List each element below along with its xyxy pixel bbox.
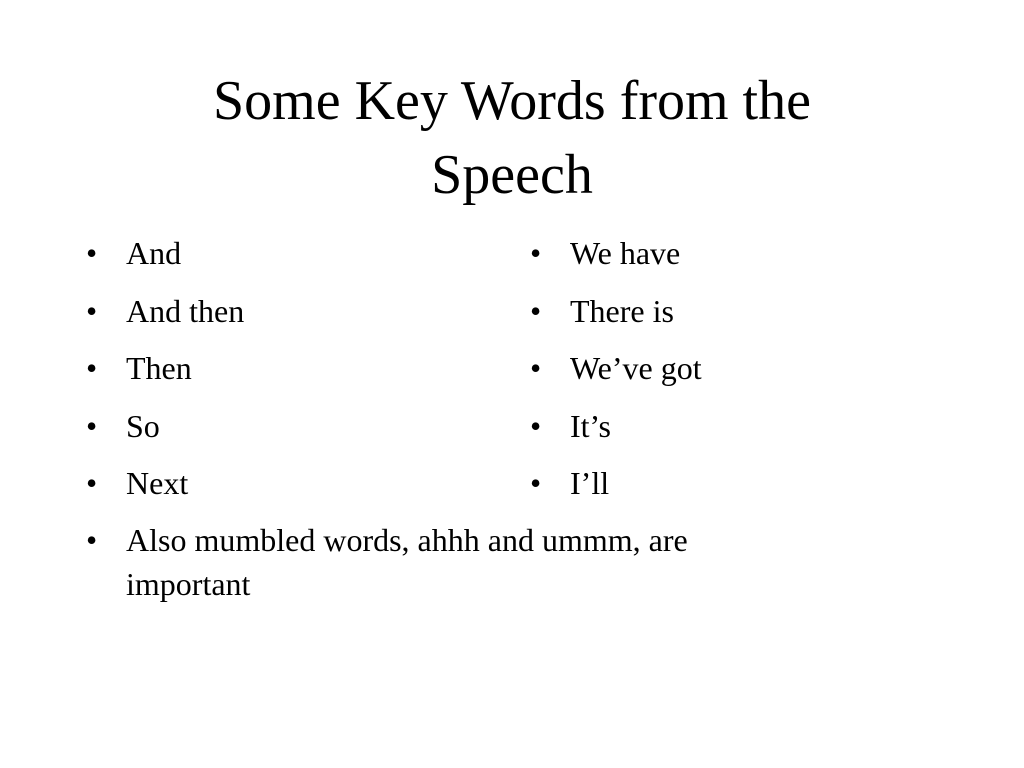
list-item: [530, 461, 950, 519]
list-item-text: Then: [126, 350, 192, 386]
bullet-icon: •: [86, 407, 98, 444]
slide-title-line-2: Speech: [431, 144, 593, 206]
list-item: [86, 346, 486, 404]
bullet-icon: •: [86, 350, 98, 386]
bullet-icon: •: [530, 407, 542, 444]
list-item-text: And: [126, 235, 182, 271]
slide-title-line-1: Some Key Words from the: [213, 70, 811, 132]
bullet-icon: •: [530, 235, 542, 271]
list-item: [86, 231, 486, 289]
list-item-text: Next: [126, 465, 189, 501]
list-item-text: So: [126, 407, 160, 444]
bullet-icon: •: [86, 235, 98, 271]
list-item-text: There is: [570, 292, 674, 329]
list-item-text: It’s: [570, 407, 611, 444]
list-item-text: And then: [126, 292, 245, 329]
bullet-icon: •: [86, 465, 98, 501]
left-bullet-list: [86, 231, 486, 519]
bullet-icon: •: [86, 522, 98, 558]
list-item-text: I’ll: [570, 465, 610, 501]
list-item: [530, 231, 950, 289]
list-item-text: We’ve got: [570, 350, 702, 386]
list-item: [86, 404, 486, 462]
right-bullet-list: [530, 231, 950, 519]
bullet-icon: •: [530, 465, 542, 501]
bullet-icon: •: [86, 292, 98, 329]
list-item: [530, 289, 950, 347]
wide-bullet-text: Also mumbled words, ahhh and ummm, are important: [126, 522, 688, 602]
list-item: [530, 404, 950, 462]
wide-bullet-item: [86, 518, 806, 606]
list-item-text: We have: [570, 235, 681, 271]
slide-title: [80, 64, 944, 212]
list-item: [86, 289, 486, 347]
list-item: [86, 461, 486, 519]
list-item: [530, 346, 950, 404]
bullet-icon: •: [530, 350, 542, 386]
bullet-icon: •: [530, 292, 542, 329]
